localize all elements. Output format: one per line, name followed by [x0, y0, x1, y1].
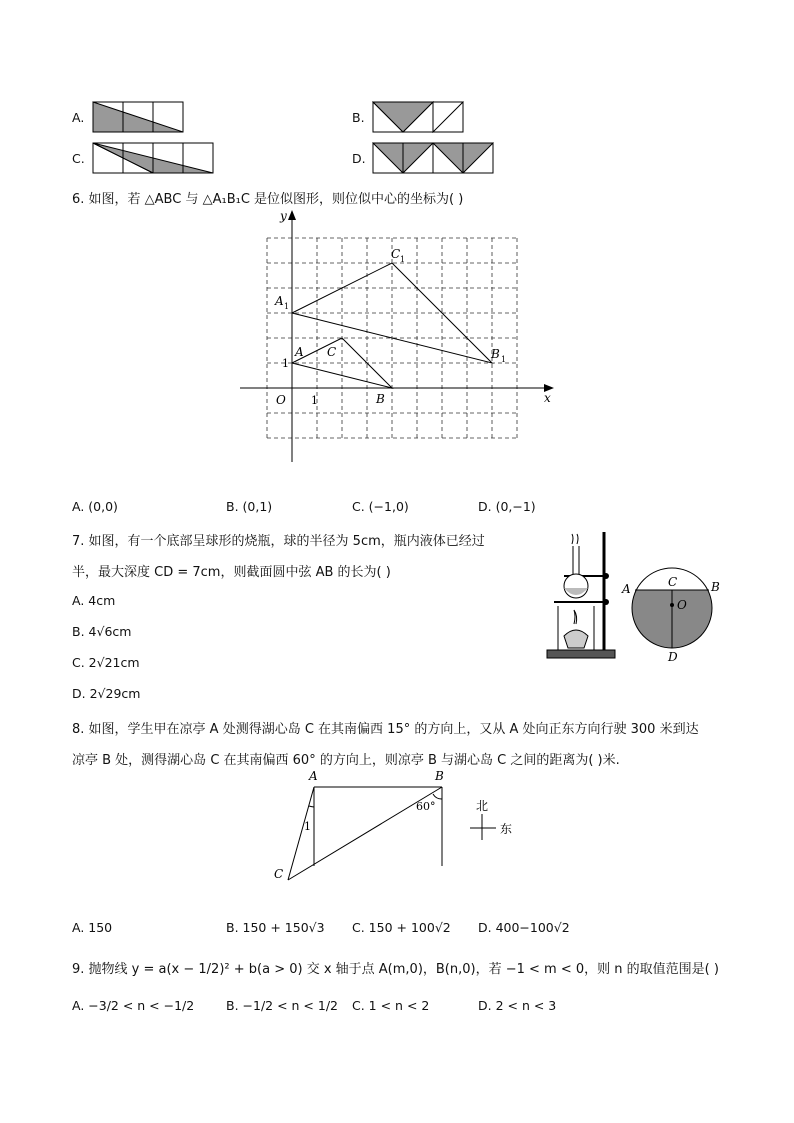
q8-point-a: A — [309, 769, 318, 783]
q9-stem: 9. 抛物线 y = a(x − 1/2)² + b(a > 0) 交 x 轴于点 A(m,0)，B(n,0)，若 −1 < m < 0，则 n 的取值范围是( ) — [72, 962, 719, 977]
q9-option-a: A. −3/2 < n < −1/2 — [72, 998, 195, 1013]
q6-stem: 6. 如图，若 △ABC 与 △A₁B₁C 是位似图形，则位似中心的坐标为( ) — [72, 192, 464, 207]
q8-east-label: 东 — [500, 822, 513, 836]
q6-option-a: A. (0,0) — [72, 499, 118, 514]
q7-stem-line2: 半，最大深度 CD = 7cm，则截面圆中弦 AB 的长为( ) — [72, 565, 391, 580]
q6-coordinate-figure — [238, 208, 558, 466]
q8-angle-1: 1 — [304, 820, 311, 833]
q6-option-c: C. (−1,0) — [352, 499, 409, 514]
q6-point-b1: B — [491, 347, 500, 361]
q6-point-b1-sub: 1 — [501, 355, 507, 364]
q8-point-c: C — [274, 867, 284, 881]
q6-point-c1: C — [391, 247, 401, 261]
q7-point-a: A — [622, 582, 631, 596]
q6-point-a1-sub: 1 — [284, 302, 290, 311]
q6-option-b: B. (0,1) — [226, 499, 273, 514]
q7-option-a: A. 4cm — [72, 593, 116, 608]
q6-x-axis-label: x — [544, 391, 551, 405]
q7-point-d: D — [668, 650, 678, 664]
q5-option-b-figure — [372, 101, 464, 133]
q6-point-c: C — [327, 345, 337, 359]
q7-flask-apparatus-figure — [544, 528, 620, 664]
q6-y-axis-label: y — [280, 209, 287, 223]
q7-stem-line1: 7. 如图，有一个底部呈球形的烧瓶，球的半径为 5cm，瓶内液体已经过 — [72, 534, 485, 549]
q6-x-tick-1: 1 — [311, 394, 318, 407]
q7-option-d: D. 2√29cm — [72, 686, 141, 701]
q6-origin-label: O — [276, 393, 286, 407]
q5-option-d-figure — [372, 142, 494, 174]
q6-point-c1-sub: 1 — [400, 255, 406, 264]
q7-point-b: B — [711, 580, 720, 594]
q7-point-c: C — [668, 575, 678, 589]
q8-option-a: A. 150 — [72, 920, 113, 935]
q5-option-c-figure — [92, 142, 214, 174]
q9-option-d: D. 2 < n < 3 — [478, 998, 557, 1013]
q5-option-b-label: B. — [352, 110, 365, 125]
q8-option-c: C. 150 + 100√2 — [352, 920, 451, 935]
q5-option-c-label: C. — [72, 151, 85, 166]
q8-angle-60: 60° — [416, 800, 436, 813]
q8-north-label: 北 — [476, 799, 489, 813]
q9-option-b: B. −1/2 < n < 1/2 — [226, 998, 338, 1013]
q8-stem-line1: 8. 如图，学生甲在凉亭 A 处测得湖心岛 C 在其南偏西 15° 的方向上，又从 A 处向正东方向行驶 300 米到达 — [72, 722, 699, 737]
q5-option-a-figure — [92, 101, 184, 133]
q8-option-b: B. 150 + 150√3 — [226, 920, 325, 935]
q5-option-a-label: A. — [72, 110, 85, 125]
q7-point-o: O — [677, 598, 687, 612]
q6-point-a1: A — [275, 294, 284, 308]
q8-option-d: D. 400−100√2 — [478, 920, 570, 935]
q6-y-tick-1: 1 — [282, 357, 289, 370]
q7-circle-figure — [618, 560, 726, 666]
q8-point-b: B — [435, 769, 444, 783]
q9-option-c: C. 1 < n < 2 — [352, 998, 430, 1013]
q5-option-d-label: D. — [352, 151, 366, 166]
q6-option-d: D. (0,−1) — [478, 499, 536, 514]
q7-option-b: B. 4√6cm — [72, 624, 132, 639]
q7-option-c: C. 2√21cm — [72, 655, 140, 670]
q6-point-b: B — [376, 392, 385, 406]
q6-point-a: A — [295, 345, 304, 359]
q8-figure — [268, 766, 528, 886]
q8-stem-line2: 凉亭 B 处，测得湖心岛 C 在其南偏西 60° 的方向上，则凉亭 B 与湖心岛 C 之间的距离为( )米. — [72, 753, 620, 768]
